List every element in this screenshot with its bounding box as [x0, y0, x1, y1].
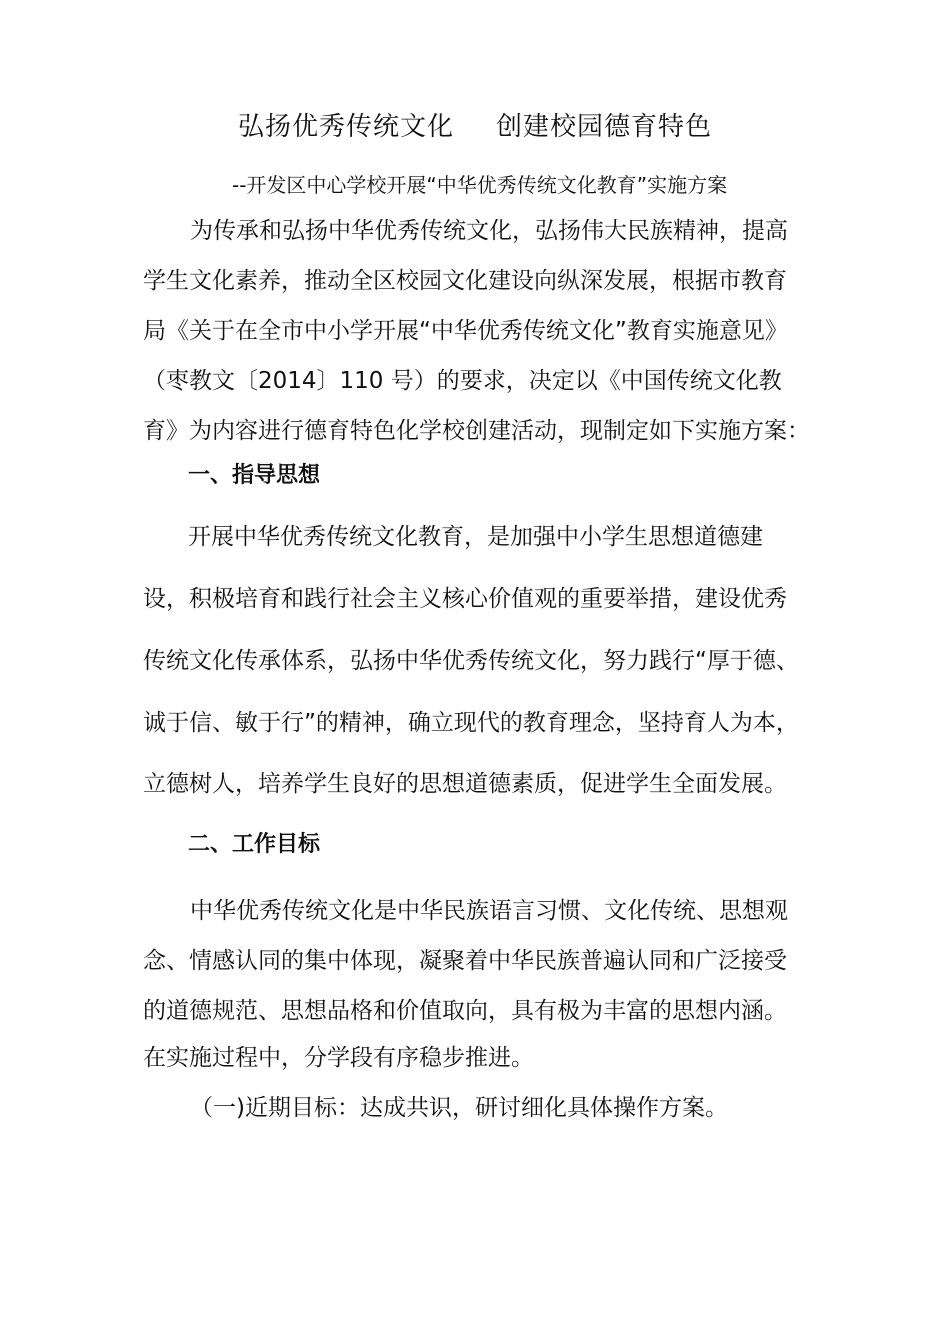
section2-line: 中华优秀传统文化是中华民族语言习惯、文化传统、思想观: [190, 898, 788, 924]
section-heading-work-goals: 二、工作目标: [188, 832, 321, 857]
section2-line: 在实施过程中，分学段有序稳步推进。: [143, 1045, 534, 1071]
section2-line: 念、情感认同的集中体现，凝聚着中华民族普遍认同和广泛接受: [143, 948, 787, 974]
intro-line: 学生文化素养，推动全区校园文化建设向纵深发展，根据市教育: [143, 268, 787, 294]
section1-line: 立德树人，培养学生良好的思想道德素质，促进学生全面发展。: [143, 771, 787, 797]
section1-line: 设，积极培育和践行社会主义核心价值观的重要举措，建设优秀: [143, 586, 787, 612]
intro-line: （枣教文〔2014〕110 号）的要求，决定以《中国传统文化教: [143, 368, 782, 394]
intro-line: 局《关于在全市中小学开展“中华优秀传统文化”教育实施意见》: [143, 318, 788, 344]
intro-line: 育》为内容进行德育特色化学校创建活动，现制定如下实施方案：: [143, 418, 810, 444]
title-part-1: 弘扬优秀传统文化: [237, 112, 454, 142]
section1-line: 传统文化传承体系，弘扬中华优秀传统文化，努力践行“厚于德、: [143, 648, 799, 674]
document-subtitle: --开发区中心学校开展“中华优秀传统文化教育”实施方案: [232, 173, 728, 197]
section1-line: 诚于信、敏于行”的精神，确立现代的教育理念，坚持育人为本，: [143, 710, 799, 736]
section-heading-guiding-thought: 一、指导思想: [188, 463, 321, 488]
intro-line: 为传承和弘扬中华优秀传统文化，弘扬伟大民族精神，提高: [190, 218, 788, 244]
section2-line: 的道德规范、思想品格和价值取向，具有极为丰富的思想内涵。: [143, 998, 787, 1024]
title-part-2: 创建校园德育特色: [496, 112, 713, 142]
document-title: [0, 110, 950, 144]
section1-line: 开展中华优秀传统文化教育，是加强中小学生思想道德建: [188, 524, 763, 550]
section2-line: （一)近期目标：达成共识，研讨细化具体操作方案。: [190, 1095, 728, 1121]
